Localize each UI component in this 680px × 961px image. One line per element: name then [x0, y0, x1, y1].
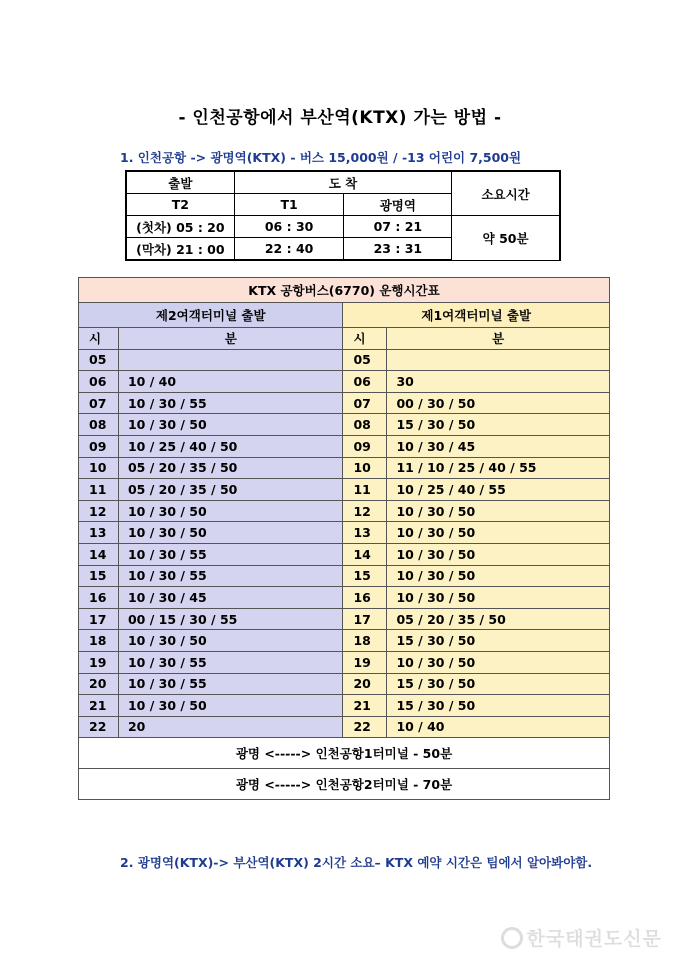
table-row [79, 695, 610, 717]
left-hour: 11 [79, 479, 119, 501]
first-bus-t1: 06 : 30 [234, 216, 344, 238]
left-hour: 15 [79, 565, 119, 587]
duration-header: 소요시간 [452, 171, 560, 216]
depart-header: 출발 [126, 171, 234, 194]
left-hour: 14 [79, 543, 119, 565]
right-minutes: 10 / 25 / 40 / 55 [387, 479, 610, 501]
table-row [79, 608, 610, 630]
left-minutes: 10 / 30 / 50 [118, 414, 343, 436]
left-hour: 12 [79, 500, 119, 522]
summary-table [125, 170, 561, 261]
terminal-2-header: 제2여객터미널 출발 [79, 303, 343, 328]
timetable [78, 277, 610, 800]
left-minutes: 20 [118, 716, 343, 738]
left-hour: 16 [79, 587, 119, 609]
right-minutes: 10 / 30 / 50 [387, 522, 610, 544]
right-minutes: 15 / 30 / 50 [387, 695, 610, 717]
table-row [79, 673, 610, 695]
right-hour: 05 [343, 349, 387, 371]
right-hour: 07 [343, 392, 387, 414]
left-minutes: 10 / 30 / 55 [118, 392, 343, 414]
left-hour: 22 [79, 716, 119, 738]
note-terminal-2: 광명 <-----> 인천공항2터미널 - 70분 [79, 769, 610, 800]
right-hour: 11 [343, 479, 387, 501]
logo-icon [501, 927, 523, 949]
table-row [79, 349, 610, 371]
table-row [79, 500, 610, 522]
table-row [79, 651, 610, 673]
terminal-1-header: 제1여객터미널 출발 [343, 303, 610, 328]
right-hour: 17 [343, 608, 387, 630]
right-minutes: 10 / 30 / 50 [387, 500, 610, 522]
left-minutes: 10 / 30 / 50 [118, 695, 343, 717]
right-minutes: 00 / 30 / 50 [387, 392, 610, 414]
left-hour: 19 [79, 651, 119, 673]
right-hour: 16 [343, 587, 387, 609]
gm-header: 광명역 [344, 194, 452, 216]
right-minutes: 10 / 30 / 50 [387, 587, 610, 609]
watermark-text: 한국태권도신문 [526, 928, 662, 950]
right-hour: 19 [343, 651, 387, 673]
table-row [79, 587, 610, 609]
duration-value: 약 50분 [452, 216, 560, 261]
right-minutes: 15 / 30 / 50 [387, 630, 610, 652]
right-minutes: 11 / 10 / 25 / 40 / 55 [387, 457, 610, 479]
right-minutes: 10 / 30 / 50 [387, 543, 610, 565]
right-minutes: 10 / 40 [387, 716, 610, 738]
table-row [79, 371, 610, 393]
right-minutes [387, 349, 610, 371]
left-minutes [118, 349, 343, 371]
right-hour: 15 [343, 565, 387, 587]
left-minutes: 10 / 30 / 55 [118, 543, 343, 565]
right-hour: 21 [343, 695, 387, 717]
left-hour: 08 [79, 414, 119, 436]
section-1-heading: 1. 인천공항 -> 광명역(KTX) - 버스 15,000원 / -13 어린이 7,500원 [120, 150, 522, 165]
table-row [79, 414, 610, 436]
left-minutes: 10 / 30 / 50 [118, 630, 343, 652]
left-minutes: 10 / 25 / 40 / 50 [118, 435, 343, 457]
right-hour: 09 [343, 435, 387, 457]
table-row [79, 565, 610, 587]
left-minutes: 05 / 20 / 35 / 50 [118, 479, 343, 501]
left-minutes: 10 / 30 / 55 [118, 673, 343, 695]
left-hour: 21 [79, 695, 119, 717]
left-hour: 13 [79, 522, 119, 544]
note-terminal-1: 광명 <-----> 인천공항1터미널 - 50분 [79, 738, 610, 769]
left-hour: 07 [79, 392, 119, 414]
right-minutes: 10 / 30 / 50 [387, 565, 610, 587]
right-hour: 18 [343, 630, 387, 652]
page-title: - 인천공항에서 부산역(KTX) 가는 방법 - [178, 108, 502, 128]
table-row [79, 522, 610, 544]
last-bus-depart: (막차) 21 : 00 [126, 238, 234, 261]
last-bus-t1: 22 : 40 [234, 238, 344, 261]
table-row [79, 543, 610, 565]
right-hour-label: 시 [343, 328, 387, 350]
left-hour-label: 시 [79, 328, 119, 350]
left-minutes: 10 / 30 / 55 [118, 565, 343, 587]
right-minutes: 05 / 20 / 35 / 50 [387, 608, 610, 630]
right-minutes: 15 / 30 / 50 [387, 673, 610, 695]
right-hour: 22 [343, 716, 387, 738]
t2-header: T2 [126, 194, 234, 216]
right-minutes: 30 [387, 371, 610, 393]
first-bus-gm: 07 : 21 [344, 216, 452, 238]
left-hour: 09 [79, 435, 119, 457]
left-minutes: 00 / 15 / 30 / 55 [118, 608, 343, 630]
left-minutes: 10 / 30 / 45 [118, 587, 343, 609]
arrive-header: 도 착 [234, 171, 451, 194]
right-hour: 13 [343, 522, 387, 544]
watermark [501, 924, 662, 951]
left-minutes: 10 / 40 [118, 371, 343, 393]
table-row [79, 479, 610, 501]
left-hour: 10 [79, 457, 119, 479]
right-minutes: 15 / 30 / 50 [387, 414, 610, 436]
left-hour: 06 [79, 371, 119, 393]
left-minutes: 10 / 30 / 50 [118, 500, 343, 522]
t1-header: T1 [234, 194, 344, 216]
right-hour: 12 [343, 500, 387, 522]
right-hour: 06 [343, 371, 387, 393]
left-minutes: 10 / 30 / 50 [118, 522, 343, 544]
table-row [79, 457, 610, 479]
left-hour: 18 [79, 630, 119, 652]
right-hour: 08 [343, 414, 387, 436]
left-hour: 20 [79, 673, 119, 695]
first-bus-depart: (첫차) 05 : 20 [126, 216, 234, 238]
section-2-heading: 2. 광명역(KTX)-> 부산역(KTX) 2시간 소요– KTX 예약 시간은 팀에서 알아봐야함. [120, 855, 593, 870]
left-minutes: 05 / 20 / 35 / 50 [118, 457, 343, 479]
right-hour: 14 [343, 543, 387, 565]
table-row [79, 392, 610, 414]
left-minute-label: 분 [118, 328, 343, 350]
right-hour: 20 [343, 673, 387, 695]
timetable-title: KTX 공항버스(6770) 운행시간표 [79, 278, 610, 303]
right-minutes: 10 / 30 / 50 [387, 651, 610, 673]
right-minute-label: 분 [387, 328, 610, 350]
left-hour: 17 [79, 608, 119, 630]
right-hour: 10 [343, 457, 387, 479]
left-hour: 05 [79, 349, 119, 371]
table-row [79, 716, 610, 738]
table-row [79, 435, 610, 457]
right-minutes: 10 / 30 / 45 [387, 435, 610, 457]
last-bus-gm: 23 : 31 [344, 238, 452, 261]
left-minutes: 10 / 30 / 55 [118, 651, 343, 673]
table-row [79, 630, 610, 652]
